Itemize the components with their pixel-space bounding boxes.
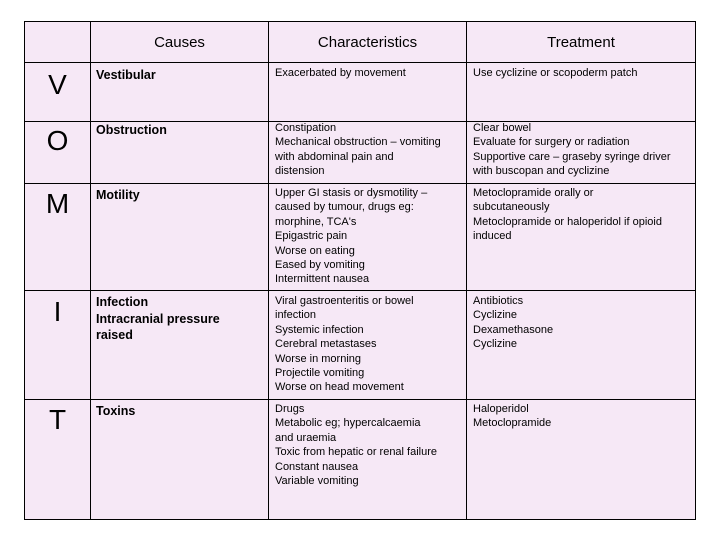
characteristics-cell: Drugs Metabolic eg; hypercalcaemia and uraemia Toxic from hepatic or renal failure Constant nausea Variable vomiting <box>275 403 438 488</box>
row-letter-t: T <box>48 404 67 435</box>
characteristics-cell: Viral gastroenteritis or bowel infection Systemic infection Cerebral metastases Worse in morning Projectile vomiting Worse on head movement <box>275 295 414 394</box>
cause-cell: Vestibular <box>96 68 156 82</box>
treatment-cell: Metoclopramide orally or subcutaneously Metoclopramide or haloperidol if opioid induced <box>473 187 662 243</box>
header-characteristics: Characteristics <box>317 33 418 51</box>
cause-cell: Obstruction <box>96 123 167 137</box>
characteristics-cell: Upper GI stasis or dysmotility – caused by tumour, drugs eg: morphine, TCA's Epigastric pain Worse on eating Eased by vomiting Intermittent nausea <box>275 187 428 286</box>
row-letter-o: O <box>46 125 69 156</box>
row-letter-m: M <box>45 188 70 219</box>
cause-cell: Infection Intracranial pressure raised <box>96 295 220 342</box>
row-divider <box>25 290 695 291</box>
treatment-cell: Antibiotics Cyclizine Dexamethasone Cyclizine <box>473 295 554 351</box>
cause-cell: Toxins <box>96 404 136 418</box>
treatment-cell: Haloperidol Metoclopramide <box>473 403 552 430</box>
column-divider <box>90 22 91 519</box>
treatment-cell: Clear bowel Evaluate for surgery or radiation Supportive care – graseby syringe driver with buscopan and cyclizine <box>473 122 671 178</box>
cause-cell: Motility <box>96 188 140 202</box>
characteristics-cell: Exacerbated by movement <box>275 67 406 79</box>
column-divider <box>466 22 467 519</box>
header-causes: Causes <box>154 33 205 51</box>
row-divider <box>25 183 695 184</box>
characteristics-cell: Constipation Mechanical obstruction – vomiting with abdominal pain and distension <box>275 122 441 178</box>
row-divider <box>25 399 695 400</box>
header-treatment: Treatment <box>547 33 615 51</box>
row-letter-i: I <box>53 296 62 327</box>
vomit-causes-table <box>24 21 696 520</box>
treatment-cell: Use cyclizine or scopoderm patch <box>473 67 638 79</box>
column-divider <box>268 22 269 519</box>
row-divider <box>25 62 695 63</box>
row-letter-v: V <box>48 69 67 100</box>
